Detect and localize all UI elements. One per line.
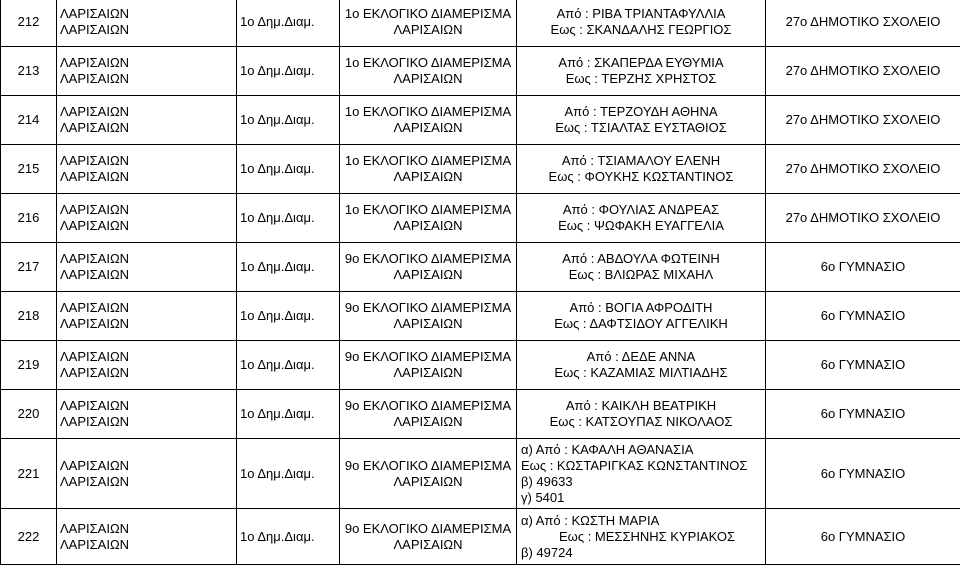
polling-location-cell: 27ο ΔΗΜΟΤΙΚΟ ΣΧΟΛΕΙΟ [766, 96, 960, 145]
municipal-department-cell: 1ο Δημ.Διαμ. [237, 96, 340, 145]
polling-location-cell: 27ο ΔΗΜΟΤΙΚΟ ΣΧΟΛΕΙΟ [766, 0, 960, 47]
municipality-cell [57, 390, 237, 439]
municipality-cell [57, 0, 237, 47]
voter-range-cell [517, 47, 766, 96]
municipal-department-cell: 1ο Δημ.Διαμ. [237, 194, 340, 243]
row-number: 222 [1, 509, 57, 565]
district-line: ΛΑΡΙΣΑΙΩΝ [343, 537, 513, 553]
row-number: 212 [1, 0, 57, 47]
municipality-line: ΛΑΡΙΣΑΙΩΝ [60, 267, 233, 283]
electoral-district-cell [340, 0, 517, 47]
voter-range-cell [517, 509, 766, 565]
municipality-line: ΛΑΡΙΣΑΙΩΝ [60, 6, 233, 22]
district-line: ΛΑΡΙΣΑΙΩΝ [343, 267, 513, 283]
polling-location-cell: 27ο ΔΗΜΟΤΙΚΟ ΣΧΟΛΕΙΟ [766, 194, 960, 243]
electoral-district-cell [340, 341, 517, 390]
municipal-department-cell: 1ο Δημ.Διαμ. [237, 341, 340, 390]
electoral-district-cell [340, 292, 517, 341]
polling-location-cell: 6ο ΓΥΜΝΑΣΙΟ [766, 509, 960, 565]
municipal-department-cell: 1ο Δημ.Διαμ. [237, 0, 340, 47]
district-line: ΛΑΡΙΣΑΙΩΝ [343, 120, 513, 136]
voter-range-cell [517, 292, 766, 341]
district-line: ΛΑΡΙΣΑΙΩΝ [343, 22, 513, 38]
municipal-department-cell: 1ο Δημ.Διαμ. [237, 243, 340, 292]
municipality-cell [57, 341, 237, 390]
voter-range-cell [517, 243, 766, 292]
range-from: Από : ΤΣΙΑΜΑΛΟΥ ΕΛΕΝΗ [520, 153, 762, 169]
municipality-cell [57, 509, 237, 565]
range-from: Από : ΤΕΡΖΟΥΔΗ ΑΘΗΝΑ [520, 104, 762, 120]
district-line: ΛΑΡΙΣΑΙΩΝ [343, 414, 513, 430]
municipality-line: ΛΑΡΙΣΑΙΩΝ [60, 398, 233, 414]
range-from: Από : ΒΟΓΙΑ ΑΦΡΟΔΙΤΗ [520, 300, 762, 316]
row-number: 217 [1, 243, 57, 292]
range-from: Από : ΡΙΒΑ ΤΡΙΑΝΤΑΦΥΛΛΙΑ [520, 6, 762, 22]
table-row [1, 243, 960, 292]
polling-location-cell: 27ο ΔΗΜΟΤΙΚΟ ΣΧΟΛΕΙΟ [766, 145, 960, 194]
municipality-line: ΛΑΡΙΣΑΙΩΝ [60, 169, 233, 185]
municipality-line: ΛΑΡΙΣΑΙΩΝ [60, 22, 233, 38]
municipality-line: ΛΑΡΙΣΑΙΩΝ [60, 458, 233, 474]
range-from: Από : ΑΒΔΟΥΛΑ ΦΩΤΕΙΝΗ [520, 251, 762, 267]
range-to: Εως : ΤΣΙΑΛΤΑΣ ΕΥΣΤΑΘΙΟΣ [520, 120, 762, 136]
municipality-line: ΛΑΡΙΣΑΙΩΝ [60, 300, 233, 316]
municipality-line: ΛΑΡΙΣΑΙΩΝ [60, 474, 233, 490]
row-number: 221 [1, 439, 57, 509]
range-to: Εως : ΚΩΣΤΑΡΙΓΚΑΣ ΚΩΝΣΤΑΝΤΙΝΟΣ [521, 458, 762, 474]
table-row [1, 390, 960, 439]
municipality-cell [57, 47, 237, 96]
electoral-district-cell [340, 243, 517, 292]
municipality-line: ΛΑΡΙΣΑΙΩΝ [60, 316, 233, 332]
municipal-department-cell: 1ο Δημ.Διαμ. [237, 390, 340, 439]
municipal-department-cell: 1ο Δημ.Διαμ. [237, 292, 340, 341]
polling-location-cell: 6ο ΓΥΜΝΑΣΙΟ [766, 341, 960, 390]
municipality-line: ΛΑΡΙΣΑΙΩΝ [60, 251, 233, 267]
row-number: 216 [1, 194, 57, 243]
district-line: ΛΑΡΙΣΑΙΩΝ [343, 218, 513, 234]
table-row [1, 96, 960, 145]
municipal-department-cell: 1ο Δημ.Διαμ. [237, 47, 340, 96]
row-number: 214 [1, 96, 57, 145]
table-row [1, 0, 960, 47]
row-number: 218 [1, 292, 57, 341]
electoral-district-cell [340, 145, 517, 194]
row-number: 220 [1, 390, 57, 439]
district-line: ΛΑΡΙΣΑΙΩΝ [343, 365, 513, 381]
municipality-cell [57, 439, 237, 509]
municipality-line: ΛΑΡΙΣΑΙΩΝ [60, 104, 233, 120]
range-to: Εως : ΨΩΦΑΚΗ ΕΥΑΓΓΕΛΙΑ [520, 218, 762, 234]
municipality-line: ΛΑΡΙΣΑΙΩΝ [60, 153, 233, 169]
municipality-cell [57, 96, 237, 145]
voter-range-cell [517, 341, 766, 390]
voter-count-c: γ) 5401 [521, 490, 762, 506]
district-line: 1ο ΕΚΛΟΓΙΚΟ ΔΙΑΜΕΡΙΣΜΑ [343, 104, 513, 120]
polling-location-cell: 6ο ΓΥΜΝΑΣΙΟ [766, 439, 960, 509]
district-line: 9ο ΕΚΛΟΓΙΚΟ ΔΙΑΜΕΡΙΣΜΑ [343, 458, 513, 474]
table-row [1, 292, 960, 341]
row-number: 215 [1, 145, 57, 194]
range-from: α) Από : ΚΑΦΑΛΗ ΑΘΑΝΑΣΙΑ [521, 442, 762, 458]
municipality-line: ΛΑΡΙΣΑΙΩΝ [60, 414, 233, 430]
range-to: Εως : ΜΕΣΣΗΝΗΣ ΚΥΡΙΑΚΟΣ [521, 529, 762, 545]
table-row [1, 47, 960, 96]
municipality-line: ΛΑΡΙΣΑΙΩΝ [60, 537, 233, 553]
table-row [1, 341, 960, 390]
voter-range-cell [517, 194, 766, 243]
municipality-line: ΛΑΡΙΣΑΙΩΝ [60, 71, 233, 87]
district-line: 9ο ΕΚΛΟΓΙΚΟ ΔΙΑΜΕΡΙΣΜΑ [343, 251, 513, 267]
polling-location-cell: 27ο ΔΗΜΟΤΙΚΟ ΣΧΟΛΕΙΟ [766, 47, 960, 96]
district-line: ΛΑΡΙΣΑΙΩΝ [343, 71, 513, 87]
range-to: Εως : ΚΑΖΑΜΙΑΣ ΜΙΛΤΙΑΔΗΣ [520, 365, 762, 381]
electoral-district-cell [340, 439, 517, 509]
district-line: 9ο ΕΚΛΟΓΙΚΟ ΔΙΑΜΕΡΙΣΜΑ [343, 398, 513, 414]
range-from: Από : ΣΚΑΠΕΡΔΑ ΕΥΘΥΜΙΑ [520, 55, 762, 71]
table-row [1, 145, 960, 194]
voter-count-b: β) 49633 [521, 474, 762, 490]
range-to: Εως : ΤΕΡΖΗΣ ΧΡΗΣΤΟΣ [520, 71, 762, 87]
range-from: α) Από : ΚΩΣΤΗ ΜΑΡΙΑ [521, 513, 762, 529]
municipality-cell [57, 194, 237, 243]
polling-location-cell: 6ο ΓΥΜΝΑΣΙΟ [766, 390, 960, 439]
electoral-district-cell [340, 47, 517, 96]
table-row [1, 509, 960, 565]
municipality-line: ΛΑΡΙΣΑΙΩΝ [60, 202, 233, 218]
district-line: ΛΑΡΙΣΑΙΩΝ [343, 316, 513, 332]
voter-range-cell [517, 390, 766, 439]
municipal-department-cell: 1ο Δημ.Διαμ. [237, 509, 340, 565]
voter-range-cell [517, 0, 766, 47]
municipality-line: ΛΑΡΙΣΑΙΩΝ [60, 349, 233, 365]
range-to: Εως : ΒΛΙΩΡΑΣ ΜΙΧΑΗΛ [520, 267, 762, 283]
district-line: ΛΑΡΙΣΑΙΩΝ [343, 474, 513, 490]
municipality-line: ΛΑΡΙΣΑΙΩΝ [60, 365, 233, 381]
range-from: Από : ΦΟΥΛΙΑΣ ΑΝΔΡΕΑΣ [520, 202, 762, 218]
range-to: Εως : ΦΟΥΚΗΣ ΚΩΣΤΑΝΤΙΝΟΣ [520, 169, 762, 185]
municipality-cell [57, 145, 237, 194]
electoral-district-cell [340, 96, 517, 145]
range-to: Εως : ΔΑΦΤΣΙΔΟΥ ΑΓΓΕΛΙΚΗ [520, 316, 762, 332]
row-number: 219 [1, 341, 57, 390]
electoral-district-cell [340, 509, 517, 565]
municipal-department-cell: 1ο Δημ.Διαμ. [237, 145, 340, 194]
range-to: Εως : ΚΑΤΣΟΥΠΑΣ ΝΙΚΟΛΑΟΣ [520, 414, 762, 430]
row-number: 213 [1, 47, 57, 96]
voter-range-cell [517, 439, 766, 509]
range-to: Εως : ΣΚΑΝΔΑΛΗΣ ΓΕΩΡΓΙΟΣ [520, 22, 762, 38]
voter-count-b: β) 49724 [521, 545, 762, 561]
municipality-line: ΛΑΡΙΣΑΙΩΝ [60, 218, 233, 234]
polling-location-cell: 6ο ΓΥΜΝΑΣΙΟ [766, 292, 960, 341]
district-line: 9ο ΕΚΛΟΓΙΚΟ ΔΙΑΜΕΡΙΣΜΑ [343, 349, 513, 365]
municipality-line: ΛΑΡΙΣΑΙΩΝ [60, 55, 233, 71]
district-line: ΛΑΡΙΣΑΙΩΝ [343, 169, 513, 185]
district-line: 1ο ΕΚΛΟΓΙΚΟ ΔΙΑΜΕΡΙΣΜΑ [343, 153, 513, 169]
range-from: Από : ΚΑΙΚΛΗ ΒΕΑΤΡΙΚΗ [520, 398, 762, 414]
district-line: 9ο ΕΚΛΟΓΙΚΟ ΔΙΑΜΕΡΙΣΜΑ [343, 521, 513, 537]
district-line: 1ο ΕΚΛΟΓΙΚΟ ΔΙΑΜΕΡΙΣΜΑ [343, 202, 513, 218]
electoral-district-cell [340, 194, 517, 243]
voter-range-cell [517, 96, 766, 145]
district-line: 9ο ΕΚΛΟΓΙΚΟ ΔΙΑΜΕΡΙΣΜΑ [343, 300, 513, 316]
electoral-district-cell [340, 390, 517, 439]
municipality-line: ΛΑΡΙΣΑΙΩΝ [60, 521, 233, 537]
municipality-line: ΛΑΡΙΣΑΙΩΝ [60, 120, 233, 136]
range-from: Από : ΔΕΔΕ ΑΝΝΑ [520, 349, 762, 365]
municipal-department-cell: 1ο Δημ.Διαμ. [237, 439, 340, 509]
municipality-cell [57, 292, 237, 341]
table-row [1, 194, 960, 243]
table-body [1, 0, 960, 565]
table-row [1, 439, 960, 509]
voter-range-cell [517, 145, 766, 194]
polling-location-cell: 6ο ΓΥΜΝΑΣΙΟ [766, 243, 960, 292]
district-line: 1ο ΕΚΛΟΓΙΚΟ ΔΙΑΜΕΡΙΣΜΑ [343, 6, 513, 22]
district-line: 1ο ΕΚΛΟΓΙΚΟ ΔΙΑΜΕΡΙΣΜΑ [343, 55, 513, 71]
municipality-cell [57, 243, 237, 292]
